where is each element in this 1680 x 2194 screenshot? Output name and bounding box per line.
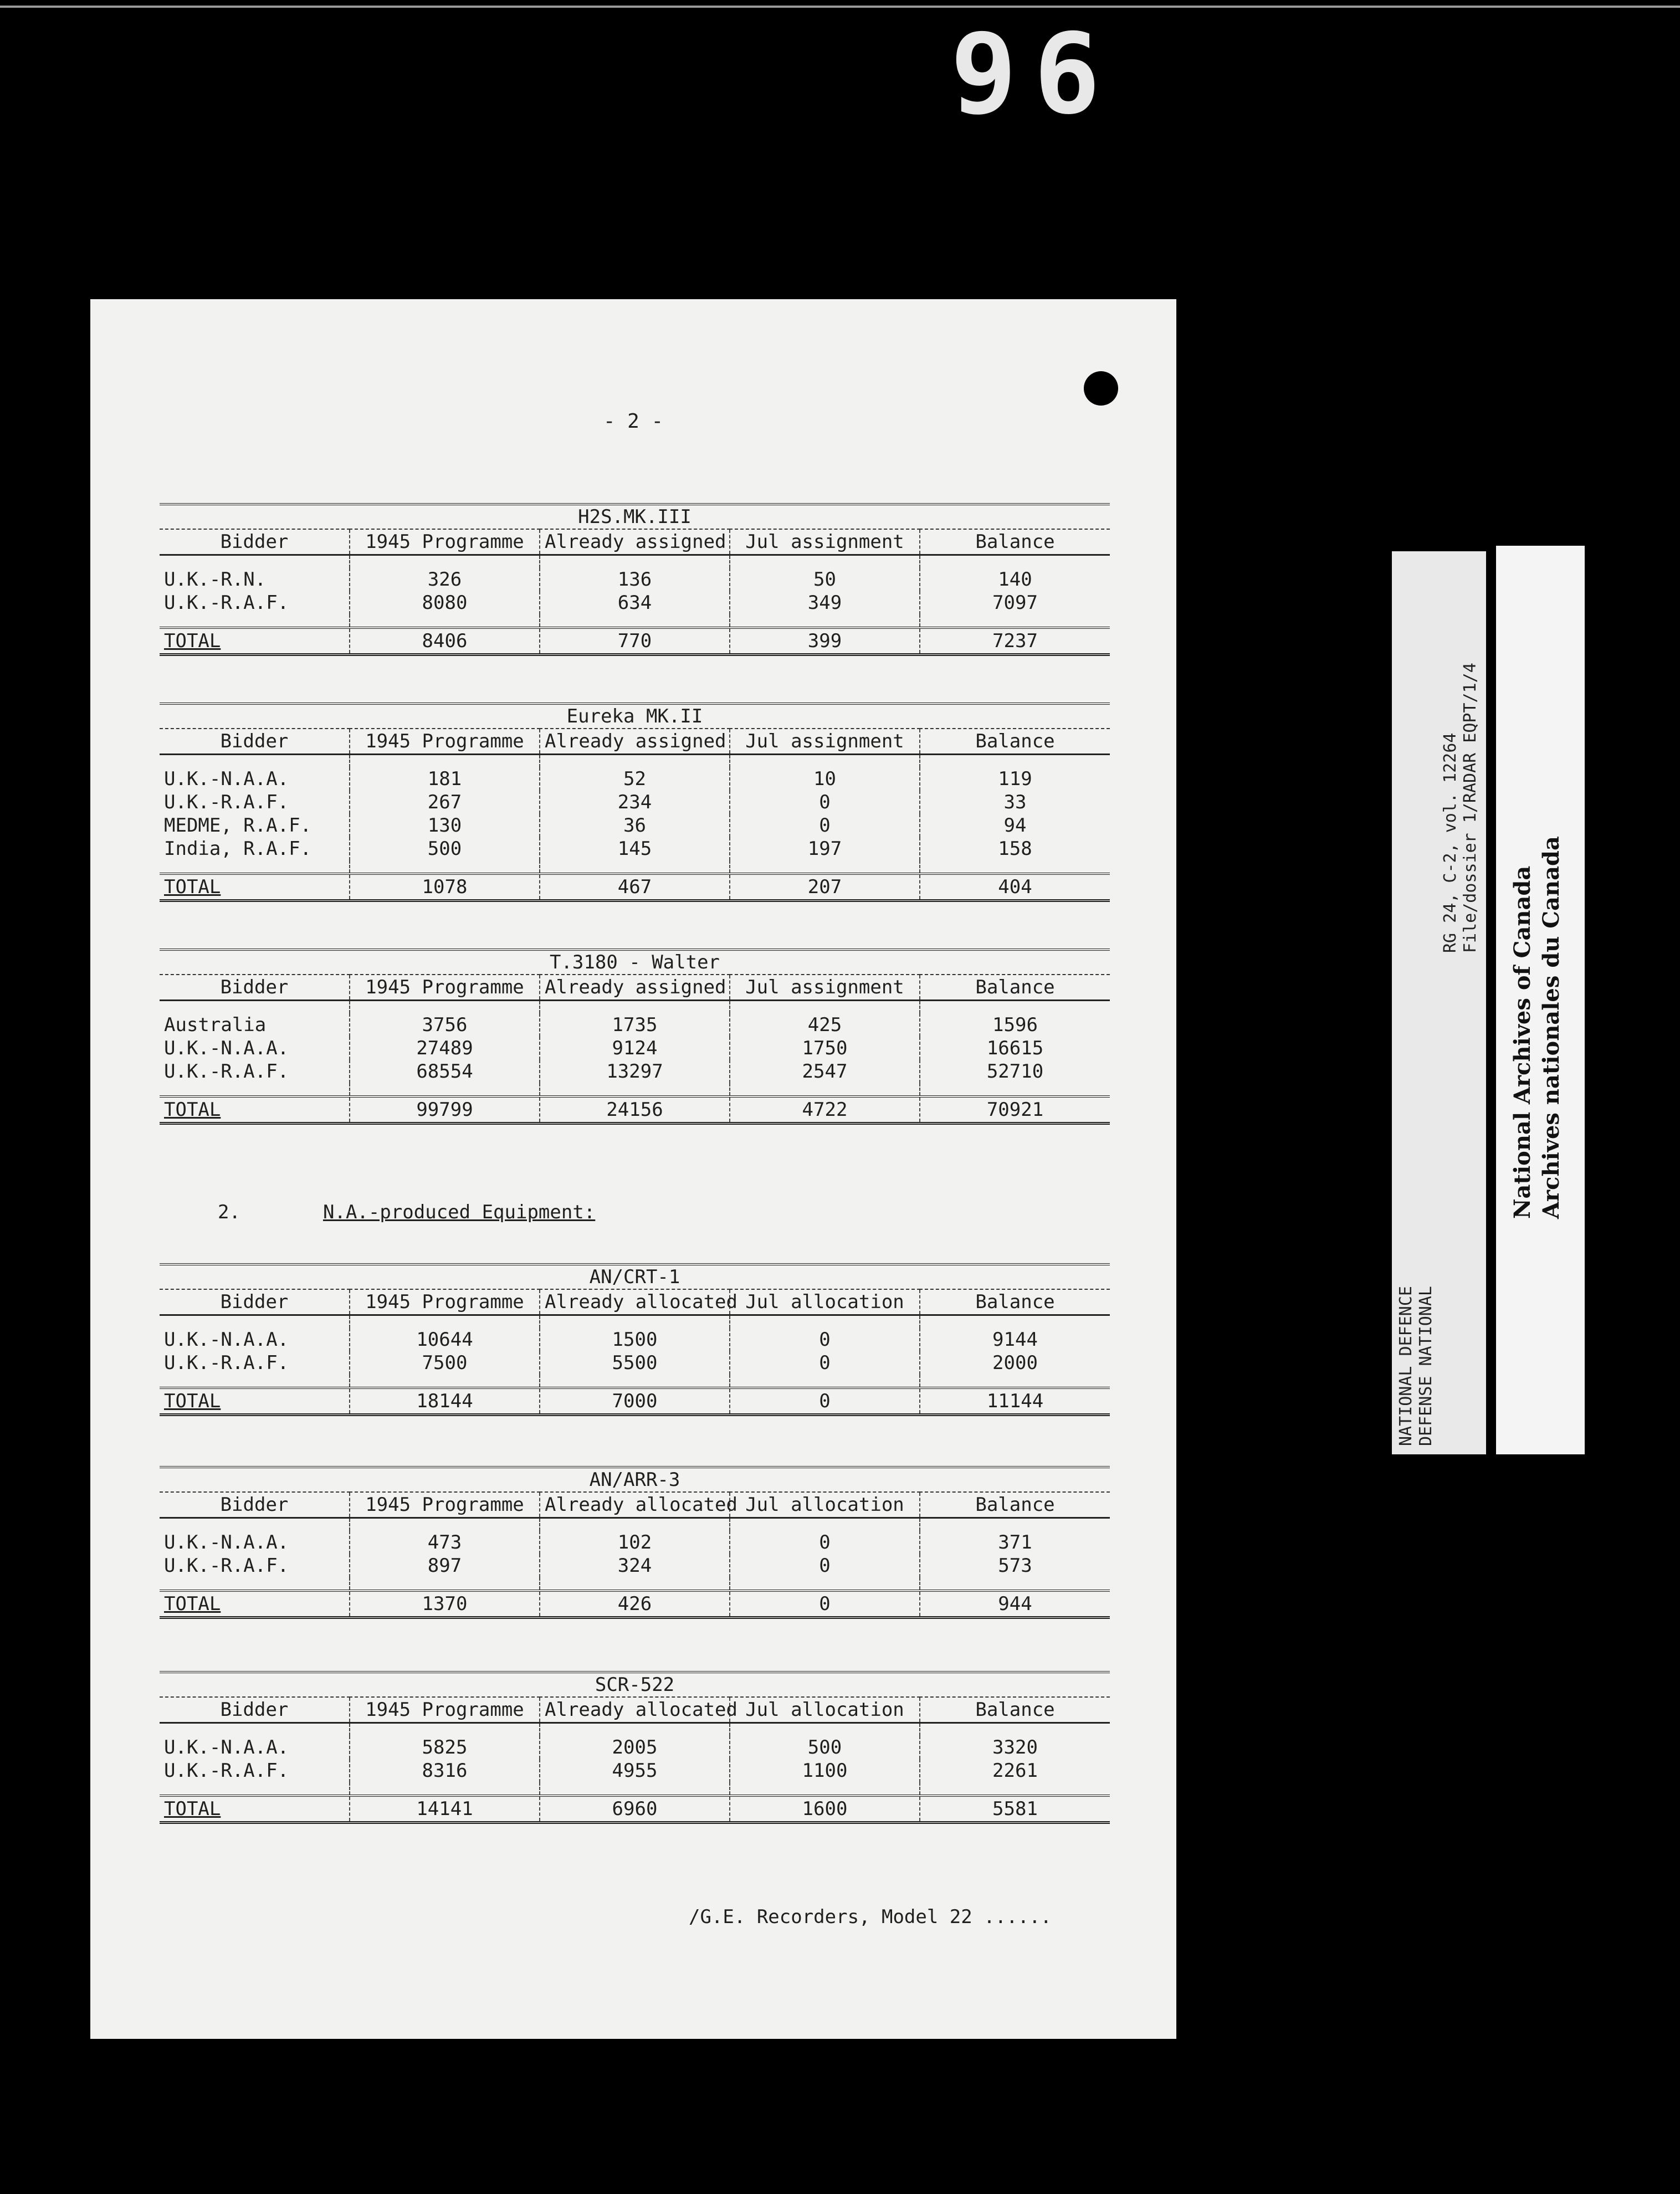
total-value: 7000	[540, 1388, 730, 1413]
total-label: TOTAL	[160, 628, 350, 653]
spacer-cell	[730, 614, 920, 628]
equipment-table	[160, 1466, 1110, 1619]
value-cell: 0	[730, 1531, 920, 1554]
archive-ref-line: File/dossier 1/RADAR EQPT/1/4	[1461, 663, 1480, 953]
value-cell: 27489	[350, 1037, 540, 1060]
bidder-cell: U.K.-R.A.F.	[164, 1555, 289, 1577]
value-cell: 1750	[730, 1037, 920, 1060]
table-row	[160, 1554, 1110, 1577]
value-cell: 573	[920, 1554, 1110, 1577]
value-cell: 52	[540, 767, 730, 791]
table-row	[160, 1736, 1110, 1759]
total-value: 944	[920, 1591, 1110, 1616]
value-cell: 326	[350, 568, 540, 591]
bidder-cell: U.K.-N.A.A.	[164, 1531, 289, 1554]
column-header: 1945 Programme	[350, 1492, 540, 1518]
total-value: 0	[730, 1388, 920, 1413]
bidder-cell: U.K.-R.A.F.	[164, 1352, 289, 1374]
value-cell: 0	[730, 1554, 920, 1577]
column-header: Bidder	[160, 975, 350, 1001]
table-row	[160, 1351, 1110, 1375]
bidder-cell: MEDME, R.A.F.	[164, 814, 312, 837]
total-value: 14141	[350, 1796, 540, 1821]
spacer-cell	[920, 555, 1110, 568]
total-label: TOTAL	[160, 1096, 350, 1122]
column-header: Balance	[920, 1289, 1110, 1315]
total-value: 1078	[350, 874, 540, 899]
column-header: Balance	[920, 729, 1110, 755]
archive-label-text	[1508, 720, 1566, 1219]
spacer-cell	[920, 614, 1110, 628]
column-header: Jul assignment	[730, 529, 920, 555]
section-heading	[218, 1201, 595, 1223]
total-value: 404	[920, 874, 1110, 899]
continuation-note: /G.E. Recorders, Model 22 ......	[689, 1906, 1052, 1928]
table-title: Eureka MK.II	[160, 705, 1110, 729]
total-row	[160, 628, 1110, 653]
total-value: 70921	[920, 1096, 1110, 1122]
column-header: 1945 Programme	[350, 729, 540, 755]
column-header: Already allocated	[540, 1492, 730, 1518]
column-header: Jul assignment	[730, 975, 920, 1001]
value-cell: 2000	[920, 1351, 1110, 1375]
spacer-cell	[350, 1723, 540, 1736]
spacer-cell	[160, 1083, 350, 1096]
spacer-cell	[730, 1782, 920, 1796]
column-header: 1945 Programme	[350, 975, 540, 1001]
value-cell: 473	[350, 1531, 540, 1554]
spacer-cell	[540, 1083, 730, 1096]
spacer-cell	[540, 1723, 730, 1736]
spacer-cell	[350, 1001, 540, 1014]
archive-reference-text-2	[1441, 554, 1481, 953]
spacer-cell	[350, 1518, 540, 1531]
column-header: Bidder	[160, 1289, 350, 1315]
spacer-cell	[160, 1577, 350, 1591]
value-cell: 33	[920, 791, 1110, 814]
value-cell: 500	[350, 837, 540, 860]
column-header: Already assigned	[540, 975, 730, 1001]
value-cell: 2547	[730, 1060, 920, 1083]
spacer-cell	[730, 1518, 920, 1531]
value-cell: 3756	[350, 1013, 540, 1037]
value-cell: 7097	[920, 591, 1110, 614]
column-header: 1945 Programme	[350, 1289, 540, 1315]
column-header: Bidder	[160, 1492, 350, 1518]
spacer-cell	[160, 1001, 350, 1014]
value-cell: 1735	[540, 1013, 730, 1037]
value-cell: 10	[730, 767, 920, 791]
value-cell: 2261	[920, 1759, 1110, 1782]
total-label: TOTAL	[160, 1388, 350, 1413]
column-header: Bidder	[160, 529, 350, 555]
total-value: 11144	[920, 1388, 1110, 1413]
total-value: 207	[730, 874, 920, 899]
value-cell: 8316	[350, 1759, 540, 1782]
total-row	[160, 1591, 1110, 1616]
value-cell: 140	[920, 568, 1110, 591]
column-header: Jul allocation	[730, 1289, 920, 1315]
archive-label-line: National Archives of Canada	[1509, 865, 1535, 1219]
total-row	[160, 1096, 1110, 1122]
value-cell: 145	[540, 837, 730, 860]
equipment-table	[160, 703, 1110, 902]
column-header: Already assigned	[540, 729, 730, 755]
archive-label-line: Archives nationales du Canada	[1538, 836, 1564, 1219]
table-row	[160, 591, 1110, 614]
column-header: Bidder	[160, 729, 350, 755]
bidder-cell: U.K.-N.A.A.	[164, 1037, 289, 1059]
spacer-cell	[730, 755, 920, 768]
value-cell: 7500	[350, 1351, 540, 1375]
value-cell: 36	[540, 814, 730, 837]
value-cell: 0	[730, 1351, 920, 1375]
total-value: 4722	[730, 1096, 920, 1122]
table-row	[160, 767, 1110, 791]
table-row	[160, 814, 1110, 837]
bidder-cell: U.K.-R.A.F.	[164, 1060, 289, 1083]
total-value: 18144	[350, 1388, 540, 1413]
spacer-cell	[350, 1782, 540, 1796]
column-header: Jul allocation	[730, 1492, 920, 1518]
spacer-cell	[540, 860, 730, 874]
section-label: N.A.-produced Equipment:	[323, 1201, 596, 1223]
column-header: Balance	[920, 1492, 1110, 1518]
spacer-cell	[540, 1315, 730, 1329]
value-cell: 0	[730, 1328, 920, 1351]
archive-ref-line: RG 24, C-2, vol. 12264	[1441, 732, 1460, 953]
value-cell: 197	[730, 837, 920, 860]
value-cell: 8080	[350, 591, 540, 614]
value-cell: 9124	[540, 1037, 730, 1060]
value-cell: 5500	[540, 1351, 730, 1375]
value-cell: 136	[540, 568, 730, 591]
value-cell: 425	[730, 1013, 920, 1037]
value-cell: 9144	[920, 1328, 1110, 1351]
total-value: 426	[540, 1591, 730, 1616]
spacer-cell	[920, 755, 1110, 768]
total-value: 24156	[540, 1096, 730, 1122]
document-page	[90, 299, 1176, 2039]
value-cell: 349	[730, 591, 920, 614]
total-row	[160, 1796, 1110, 1821]
table-title: AN/CRT-1	[160, 1265, 1110, 1289]
table-row	[160, 837, 1110, 860]
value-cell: 2005	[540, 1736, 730, 1759]
column-header: Already allocated	[540, 1697, 730, 1723]
bidder-cell: India, R.A.F.	[164, 838, 312, 860]
spacer-cell	[730, 1083, 920, 1096]
total-value: 0	[730, 1591, 920, 1616]
table-row	[160, 1037, 1110, 1060]
value-cell: 52710	[920, 1060, 1110, 1083]
spacer-cell	[730, 1723, 920, 1736]
column-header: Bidder	[160, 1697, 350, 1723]
spacer-cell	[350, 614, 540, 628]
value-cell: 634	[540, 591, 730, 614]
equipment-table	[160, 1671, 1110, 1824]
spacer-cell	[540, 1577, 730, 1591]
total-row	[160, 874, 1110, 899]
spacer-cell	[540, 555, 730, 568]
value-cell: 130	[350, 814, 540, 837]
spacer-cell	[540, 614, 730, 628]
total-value: 770	[540, 628, 730, 653]
bidder-cell: Australia	[164, 1014, 267, 1036]
spacer-cell	[160, 1375, 350, 1388]
column-header: Balance	[920, 975, 1110, 1001]
spacer-cell	[920, 1723, 1110, 1736]
spacer-cell	[920, 1083, 1110, 1096]
spacer-cell	[160, 755, 350, 768]
spacer-cell	[730, 1375, 920, 1388]
total-value: 1370	[350, 1591, 540, 1616]
spacer-cell	[920, 1577, 1110, 1591]
value-cell: 158	[920, 837, 1110, 860]
total-value: 8406	[350, 628, 540, 653]
table-row	[160, 791, 1110, 814]
spacer-cell	[160, 1518, 350, 1531]
equipment-table	[160, 949, 1110, 1125]
total-label: TOTAL	[160, 1796, 350, 1821]
spacer-cell	[730, 860, 920, 874]
bidder-cell: U.K.-R.A.F.	[164, 791, 289, 813]
value-cell: 371	[920, 1531, 1110, 1554]
bidder-cell: U.K.-N.A.A.	[164, 1329, 289, 1351]
column-header: 1945 Programme	[350, 1697, 540, 1723]
value-cell: 68554	[350, 1060, 540, 1083]
spacer-cell	[730, 1577, 920, 1591]
equipment-table	[160, 503, 1110, 656]
archive-ref-line: NATIONAL DEFENCE	[1396, 1286, 1416, 1446]
bidder-cell: U.K.-R.A.F.	[164, 592, 289, 614]
archive-ref-line: DEFENSE NATIONAL	[1416, 1286, 1436, 1446]
table-title: H2S.MK.III	[160, 505, 1110, 529]
spacer-cell	[540, 1001, 730, 1014]
spacer-cell	[920, 1375, 1110, 1388]
spacer-cell	[160, 1315, 350, 1329]
table-row	[160, 1060, 1110, 1083]
spacer-cell	[160, 860, 350, 874]
value-cell: 3320	[920, 1736, 1110, 1759]
spacer-cell	[160, 1782, 350, 1796]
table-row	[160, 1013, 1110, 1037]
value-cell: 119	[920, 767, 1110, 791]
section-number: 2.	[218, 1201, 240, 1223]
table-title: SCR-522	[160, 1673, 1110, 1697]
spacer-cell	[350, 1375, 540, 1388]
spacer-cell	[350, 1577, 540, 1591]
table-title: AN/ARR-3	[160, 1468, 1110, 1492]
total-value: 5581	[920, 1796, 1110, 1821]
column-header: Already allocated	[540, 1289, 730, 1315]
value-cell: 50	[730, 568, 920, 591]
value-cell: 897	[350, 1554, 540, 1577]
total-value: 1600	[730, 1796, 920, 1821]
value-cell: 0	[730, 791, 920, 814]
value-cell: 16615	[920, 1037, 1110, 1060]
punch-hole	[1084, 371, 1118, 406]
column-header: Jul allocation	[730, 1697, 920, 1723]
column-header: Jul assignment	[730, 729, 920, 755]
table-title: T.3180 - Walter	[160, 951, 1110, 975]
spacer-cell	[540, 1518, 730, 1531]
total-value: 399	[730, 628, 920, 653]
total-value: 7237	[920, 628, 1110, 653]
spacer-cell	[160, 614, 350, 628]
total-label: TOTAL	[160, 874, 350, 899]
spacer-cell	[350, 555, 540, 568]
bidder-cell: U.K.-N.A.A.	[164, 768, 289, 790]
spacer-cell	[920, 1782, 1110, 1796]
value-cell: 102	[540, 1531, 730, 1554]
spacer-cell	[350, 860, 540, 874]
spacer-cell	[920, 1001, 1110, 1014]
column-header: Already assigned	[540, 529, 730, 555]
archive-reference-text	[1396, 548, 1436, 1446]
spacer-cell	[350, 1083, 540, 1096]
spacer-cell	[350, 1315, 540, 1329]
spacer-cell	[540, 1782, 730, 1796]
column-header: 1945 Programme	[350, 529, 540, 555]
bidder-cell: U.K.-R.N.	[164, 568, 267, 591]
spacer-cell	[350, 755, 540, 768]
value-cell: 234	[540, 791, 730, 814]
value-cell: 181	[350, 767, 540, 791]
value-cell: 500	[730, 1736, 920, 1759]
spacer-cell	[920, 1315, 1110, 1329]
frame-number: 96	[950, 10, 1117, 139]
value-cell: 13297	[540, 1060, 730, 1083]
bidder-cell: U.K.-N.A.A.	[164, 1736, 289, 1759]
total-value: 467	[540, 874, 730, 899]
value-cell: 5825	[350, 1736, 540, 1759]
value-cell: 267	[350, 791, 540, 814]
spacer-cell	[160, 555, 350, 568]
table-row	[160, 1531, 1110, 1554]
value-cell: 10644	[350, 1328, 540, 1351]
value-cell: 0	[730, 814, 920, 837]
total-value: 6960	[540, 1796, 730, 1821]
column-header: Balance	[920, 1697, 1110, 1723]
value-cell: 324	[540, 1554, 730, 1577]
spacer-cell	[920, 860, 1110, 874]
spacer-cell	[730, 1001, 920, 1014]
value-cell: 1500	[540, 1328, 730, 1351]
spacer-cell	[540, 755, 730, 768]
spacer-cell	[730, 1315, 920, 1329]
film-edge-line	[0, 6, 1680, 8]
total-value: 99799	[350, 1096, 540, 1122]
spacer-cell	[160, 1723, 350, 1736]
spacer-cell	[920, 1518, 1110, 1531]
spacer-cell	[540, 1375, 730, 1388]
value-cell: 94	[920, 814, 1110, 837]
value-cell: 4955	[540, 1759, 730, 1782]
equipment-table	[160, 1263, 1110, 1416]
spacer-cell	[730, 555, 920, 568]
page-number: - 2 -	[603, 410, 664, 433]
column-header: Balance	[920, 529, 1110, 555]
table-row	[160, 568, 1110, 591]
table-row	[160, 1759, 1110, 1782]
bidder-cell: U.K.-R.A.F.	[164, 1760, 289, 1782]
total-label: TOTAL	[160, 1591, 350, 1616]
value-cell: 1596	[920, 1013, 1110, 1037]
value-cell: 1100	[730, 1759, 920, 1782]
total-row	[160, 1388, 1110, 1413]
table-row	[160, 1328, 1110, 1351]
